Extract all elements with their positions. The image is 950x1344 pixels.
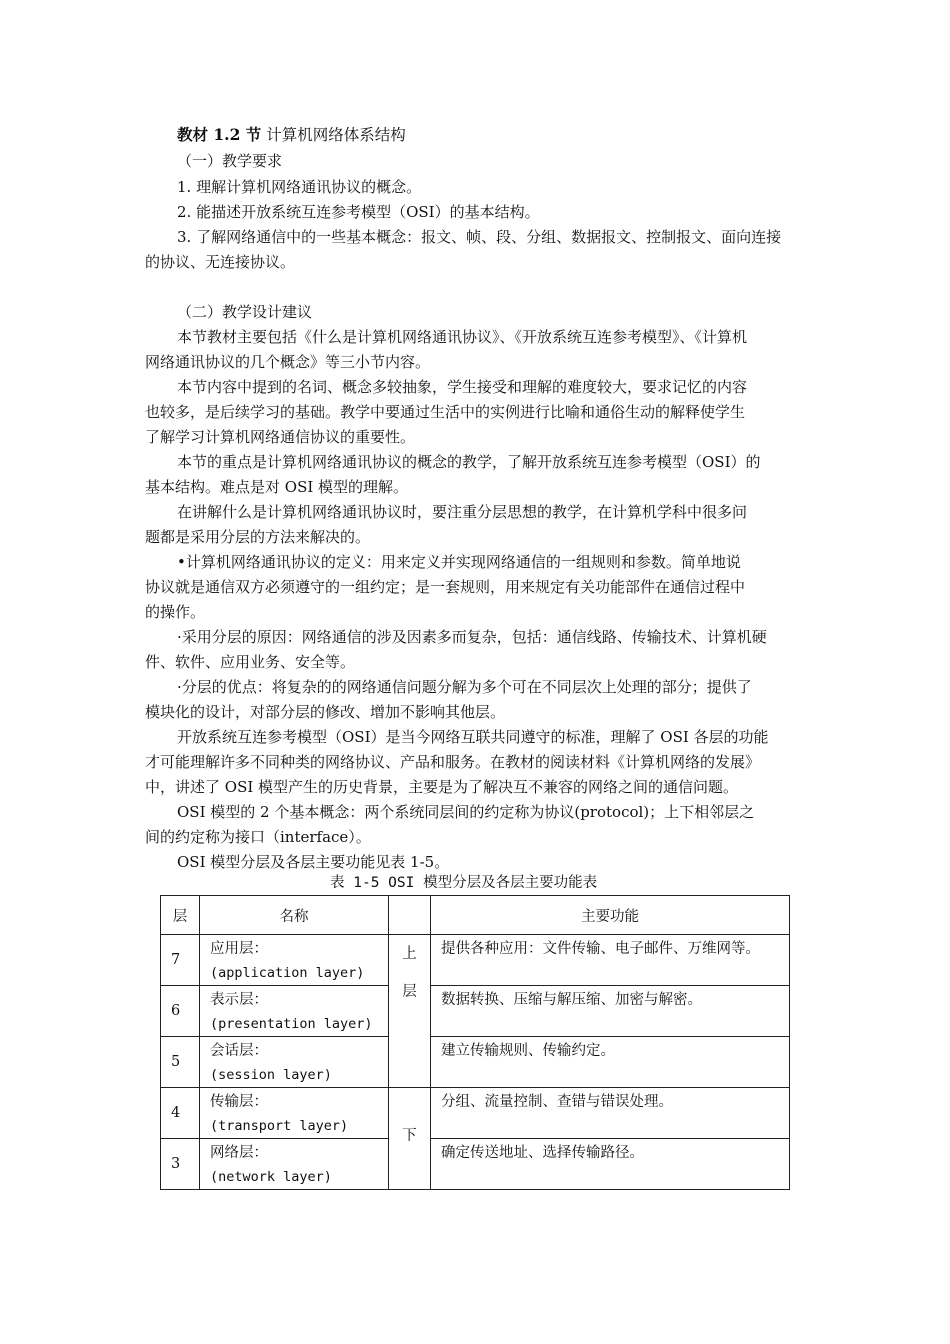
design-heading: （二）教学设计建议 — [177, 303, 313, 321]
paragraph-line: 协议就是通信双方必须遵守的一组约定；是一套规则，用来规定有关功能部件在通信过程中 — [145, 578, 746, 596]
paragraph-line: ·分层的优点：将复杂的的网络通信问题分解为多个可在不同层次上处理的部分；提供了 — [177, 678, 752, 696]
paragraph-line: 开放系统互连参考模型（OSI）是当今网络互联共同遵守的标准，理解了 OSI 各层的功能 — [177, 728, 769, 746]
section-title — [177, 125, 841, 145]
paragraph-line: 本节的重点是计算机网络通讯协议的概念的教学，了解开放系统互连参考模型（OSI）的 — [177, 453, 761, 471]
layer-function-cell — [431, 1037, 790, 1088]
teaching-req-item: 3. 了解网络通信中的一些基本概念：报文、帧、段、分组、数据报文、控制报文、面向连接 — [177, 228, 782, 246]
layer-function-cell — [431, 935, 790, 986]
paragraph-line: ·采用分层的原因：网络通信的涉及因素多而复杂，包括：通信线路、传输技术、计算机硬 — [177, 628, 767, 646]
layer-function-cell — [431, 986, 790, 1037]
table-row — [161, 935, 790, 986]
layer-function: 提供各种应用：文件传输、电子邮件、万维网等。 — [441, 941, 760, 957]
layer-name-en: (presentation layer) — [210, 1016, 373, 1032]
paragraph-line: 本节内容中提到的名词、概念多较抽象，学生接受和理解的难度较大，要求记忆的内容 — [177, 378, 748, 396]
paragraph-line: 了解学习计算机网络通信协议的重要性。 — [145, 428, 416, 446]
group-upper-char: 层 — [402, 984, 417, 1000]
paragraph-line: 的操作。 — [145, 603, 206, 621]
teaching-req-item-cont: 的协议、无连接协议。 — [145, 253, 296, 271]
teaching-req-heading: （一）教学要求 — [177, 152, 283, 170]
layer-name-en: (network layer) — [210, 1169, 332, 1185]
group-lower-cell — [389, 1088, 431, 1190]
paragraph-line: 本节教材主要包括《什么是计算机网络通讯协议》、《开放系统互连参考模型》、《计算机 — [177, 328, 748, 346]
layer-function-cell — [431, 1088, 790, 1139]
layer-name-cn: 会话层： — [210, 1043, 268, 1059]
table-row — [161, 1088, 790, 1139]
header-group — [389, 896, 431, 935]
teaching-req-item: 2. 能描述开放系统互连参考模型（OSI）的基本结构。 — [177, 203, 540, 221]
header-function: 主要功能 — [431, 896, 790, 935]
layer-name-cell — [200, 935, 389, 986]
layer-function: 建立传输规则、传输约定。 — [441, 1043, 615, 1059]
layer-name-cell — [200, 1088, 389, 1139]
osi-layers-table — [160, 895, 790, 1190]
layer-number: 5 — [161, 1037, 200, 1088]
layer-name-cell — [200, 1139, 389, 1190]
table-header-row — [161, 896, 790, 935]
table-row — [161, 1139, 790, 1190]
paragraph-line: OSI 模型的 2 个基本概念：两个系统同层间的约定称为协议(protocol)；上下相邻层之 — [177, 803, 755, 821]
teaching-req-item: 1. 理解计算机网络通讯协议的概念。 — [177, 178, 422, 196]
layer-function: 数据转换、压缩与解压缩、加密与解密。 — [441, 992, 702, 1008]
layer-name-cn: 网络层： — [210, 1145, 268, 1161]
layer-number: 7 — [161, 935, 200, 986]
paragraph-line: 基本结构。难点是对 OSI 模型的理解。 — [145, 478, 409, 496]
layer-name-en: (application layer) — [210, 965, 365, 981]
group-upper-cell — [389, 935, 431, 1088]
paragraph-line: 中，讲述了 OSI 模型产生的历史背景，主要是为了解决互不兼容的网络之间的通信问题。 — [145, 778, 739, 796]
layer-function: 确定传送地址、选择传输路径。 — [441, 1145, 644, 1161]
layer-name-cn: 传输层： — [210, 1094, 268, 1110]
section-title-text: 计算机网络体系结构 — [261, 126, 406, 144]
table-row — [161, 1037, 790, 1088]
paragraph-line: 件、软件、应用业务、安全等。 — [145, 653, 356, 671]
section-title-bold: 教材 1.2 节 — [177, 125, 262, 144]
table-row — [161, 986, 790, 1037]
header-layer: 层 — [161, 896, 200, 935]
layer-name-cell — [200, 1037, 389, 1088]
paragraph-line: OSI 模型分层及各层主要功能见表 1-5。 — [177, 853, 450, 871]
layer-number: 6 — [161, 986, 200, 1037]
table-caption: 表 1-5 OSI 模型分层及各层主要功能表 — [330, 875, 598, 891]
paragraph-line: 题都是采用分层的方法来解决的。 — [145, 528, 371, 546]
layer-number: 3 — [161, 1139, 200, 1190]
group-lower-char: 下 — [402, 1128, 417, 1144]
group-upper-char: 上 — [402, 946, 417, 962]
header-name: 名称 — [200, 896, 389, 935]
layer-name-cn: 应用层： — [210, 941, 268, 957]
paragraph-line: 在讲解什么是计算机网络通讯协议时，要注重分层思想的教学，在计算机学科中很多问 — [177, 503, 748, 521]
layer-function-cell — [431, 1139, 790, 1190]
layer-name-en: (transport layer) — [210, 1118, 349, 1134]
paragraph-line: 也较多，是后续学习的基础。教学中要通过生活中的实例进行比喻和通俗生动的解释使学生 — [145, 403, 746, 421]
layer-name-cell — [200, 986, 389, 1037]
layer-name-cn: 表示层： — [210, 992, 268, 1008]
paragraph-line: •计算机网络通讯协议的定义：用来定义并实现网络通信的一组规则和参数。简单地说 — [177, 553, 741, 571]
paragraph-line: 间的约定称为接口（interface）。 — [145, 828, 371, 846]
paragraph-line: 模块化的设计，对部分层的修改、增加不影响其他层。 — [145, 703, 506, 721]
layer-function: 分组、流量控制、查错与错误处理。 — [441, 1094, 673, 1110]
layer-name-en: (session layer) — [210, 1067, 332, 1083]
paragraph-line: 网络通讯协议的几个概念》等三小节内容。 — [145, 353, 431, 371]
paragraph-line: 才可能理解许多不同种类的网络协议、产品和服务。在教材的阅读材料《计算机网络的发展》 — [145, 753, 761, 771]
layer-number: 4 — [161, 1088, 200, 1139]
